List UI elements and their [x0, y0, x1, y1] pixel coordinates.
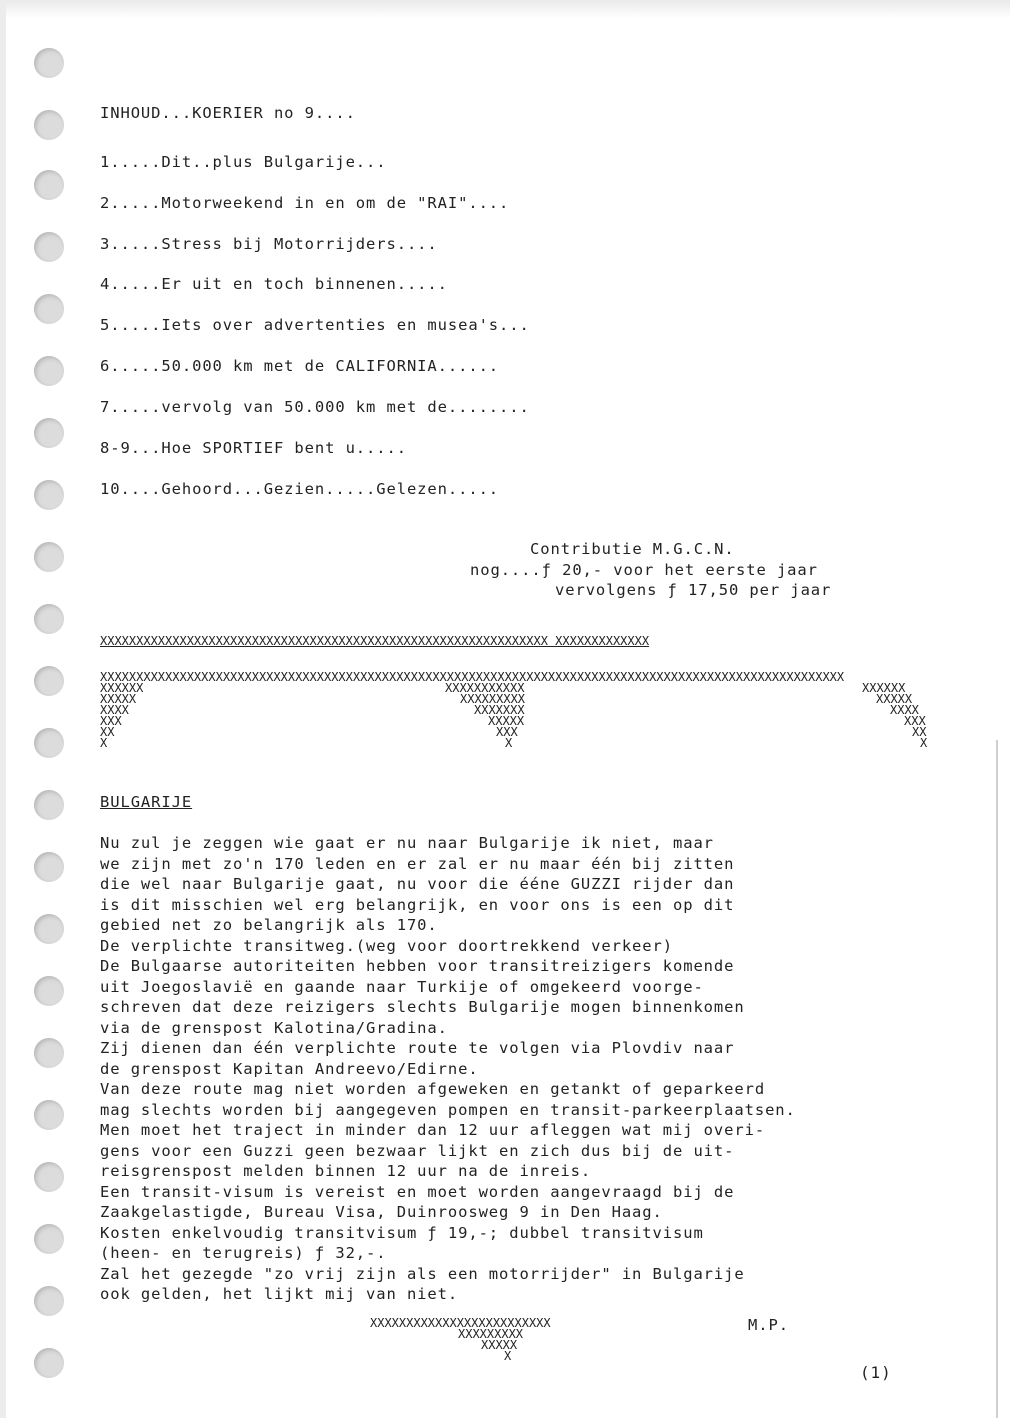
toc-item: 3.....Stress bij Motorrijders....	[100, 235, 438, 253]
author-signature: M.P.	[748, 1316, 789, 1334]
binder-hole	[34, 1286, 64, 1316]
contributie-title: Contributie M.G.C.N.	[530, 540, 735, 558]
x-pattern-middle: XXXXXXXXXXX	[445, 681, 525, 695]
toc-item: 8-9...Hoe SPORTIEF bent u.....	[100, 439, 407, 457]
binder-hole	[34, 666, 64, 696]
binder-hole	[34, 480, 64, 510]
contents-heading: IN​HOUD...KOERIER no 9....	[100, 104, 356, 122]
toc-item: 7.....vervolg van 50.000 km met de........	[100, 398, 530, 416]
x-pattern-middle: XXXXXXX	[474, 703, 525, 717]
article-line: schreven dat deze reizigers slechts Bulgarije mogen binnenkomen	[100, 998, 745, 1016]
x-pattern-left: X	[100, 736, 108, 750]
binder-hole	[34, 110, 64, 140]
page-number: (1)	[860, 1363, 892, 1382]
contributie-first-year: nog....ƒ 20,- voor het eerste jaar	[470, 561, 818, 579]
x-pattern-right: XXX	[904, 714, 926, 728]
toc-item: 10....Gehoord...Gezien.....Gelezen.....	[100, 480, 500, 498]
article-line: gens voor een Guzzi geen bezwaar lijkt en zich dus bij de uit-	[100, 1142, 735, 1160]
article-line: De verplichte transitweg.(weg voor doortrekkend verkeer)	[100, 937, 673, 955]
binder-hole	[34, 604, 64, 634]
article-line: Men moet het traject in minder dan 12 uur afleggen wat mij overi-	[100, 1121, 766, 1139]
x-divider: XXXXXXXXXXXXXXXXXXXXXXXXXXXXXXXXXXXXXXXXXXXXXXXXXXXXXXXXXXXXXX XXXXXXXXXXXXX	[100, 634, 650, 648]
x-pattern-right: XXXXX	[876, 692, 913, 706]
x-pattern-middle: X	[505, 736, 513, 750]
x-pattern-left: XXXXX	[100, 692, 137, 706]
x-pattern-left: XX	[100, 725, 115, 739]
binder-hole	[34, 1348, 64, 1378]
x-pattern-right: XXXX	[890, 703, 919, 717]
contributie-following-years: vervolgens ƒ 17,50 per jaar	[555, 581, 832, 599]
article-line: uit Joegoslavië en gaande naar Turkije of omgekeerd voorge-	[100, 978, 704, 996]
x-pattern-left: XXXXXX	[100, 681, 144, 695]
binder-hole	[34, 790, 64, 820]
page-edge-top	[0, 0, 1010, 18]
binder-hole	[34, 170, 64, 200]
binder-hole	[34, 542, 64, 572]
article-line: Nu zul je zeggen wie gaat er nu naar Bulgarije ik niet, maar	[100, 834, 714, 852]
x-pattern-middle: XXXXXXXXX	[460, 692, 526, 706]
x-pattern-left: XXX	[100, 714, 122, 728]
binder-hole	[34, 1100, 64, 1130]
article-line: Zij dienen dan één verplichte route te volgen via Plovdiv naar	[100, 1039, 735, 1057]
page-edge-left	[0, 0, 6, 1418]
end-mark-row: XXXXXXXXXXXXXXXXXXXXXXXXX	[370, 1316, 551, 1330]
x-pattern-right: XXXXXX	[862, 681, 906, 695]
article-line: (heen- en terugreis) ƒ 32,-.	[100, 1244, 387, 1262]
binder-hole	[34, 232, 64, 262]
binder-hole	[34, 356, 64, 386]
x-pattern-top-row: XXXXXXXXXXXXXXXXXXXXXXXXXXXXXXXXXXXXXXXXXXXXXXXXXXXXXXXXXXXXXXXXXXXXXXXXXXXXXXXXXXXXXXXXXXXXXXXXXXXXXXX	[100, 670, 845, 684]
binder-hole	[34, 852, 64, 882]
toc-item: 6.....50.000 km met de CALIFORNIA......	[100, 357, 500, 375]
article-heading: BULGARIJE	[100, 793, 193, 811]
x-pattern-right: XX	[912, 725, 927, 739]
x-pattern-left: XXXX	[100, 703, 129, 717]
binder-hole	[34, 1162, 64, 1192]
toc-item: 5.....Iets over advertenties en musea's...	[100, 316, 530, 334]
article-line: reisgrenspost melden binnen 12 uur na de inreis.	[100, 1162, 592, 1180]
page-edge-right	[996, 740, 998, 1418]
article-line: De Bulgaarse autoriteiten hebben voor transitreizigers komende	[100, 957, 735, 975]
article-line: Kosten enkelvoudig transitvisum ƒ 19,-; dubbel transitvisum	[100, 1224, 704, 1242]
article-line: gebied net zo belangrijk als 170.	[100, 916, 438, 934]
article-line: Zaakgelastigde, Bureau Visa, Duinroosweg 9 in Den Haag.	[100, 1203, 663, 1221]
x-pattern-middle: XXXXX	[488, 714, 525, 728]
binder-hole	[34, 294, 64, 324]
article-line: is dit misschien wel erg belangrijk, en voor ons is een op dit	[100, 896, 735, 914]
binder-hole	[34, 418, 64, 448]
binder-hole	[34, 976, 64, 1006]
toc-item: 2.....Motorweekend in en om de "RAI"....	[100, 194, 510, 212]
x-pattern-middle: XXX	[496, 725, 518, 739]
binder-hole	[34, 1224, 64, 1254]
article-line: mag slechts worden bij aangegeven pompen en transit-parkeerplaatsen.	[100, 1101, 796, 1119]
article-line: ook gelden, het lijkt mij van niet.	[100, 1285, 459, 1303]
toc-item: 4.....Er uit en toch binnenen.....	[100, 275, 448, 293]
end-mark-row: X	[504, 1349, 512, 1363]
article-line: die wel naar Bulgarije gaat, nu voor die ééne GUZZI rijder dan	[100, 875, 735, 893]
article-line: Zal het gezegde "zo vrij zijn als een motorrijder" in Bulgarije	[100, 1265, 745, 1283]
toc-item: 1.....Dit..plus Bulgarije...	[100, 153, 387, 171]
binder-hole	[34, 728, 64, 758]
article-line: Een transit-visum is vereist en moet worden aangevraagd bij de	[100, 1183, 735, 1201]
binder-hole	[34, 1038, 64, 1068]
end-mark-row: XXXXX	[481, 1338, 518, 1352]
x-pattern-right: X	[920, 736, 928, 750]
article-line: we zijn met zo'n 170 leden en er zal er nu maar één bij zitten	[100, 855, 735, 873]
article-line: de grenspost Kapitan Andreevo/Edirne.	[100, 1060, 479, 1078]
article-line: Van deze route mag niet worden afgeweken en getankt of geparkeerd	[100, 1080, 766, 1098]
end-mark-row: XXXXXXXXX	[458, 1327, 524, 1341]
binder-hole	[34, 48, 64, 78]
article-line: via de grenspost Kalotina/Gradina.	[100, 1019, 448, 1037]
binder-hole	[34, 914, 64, 944]
